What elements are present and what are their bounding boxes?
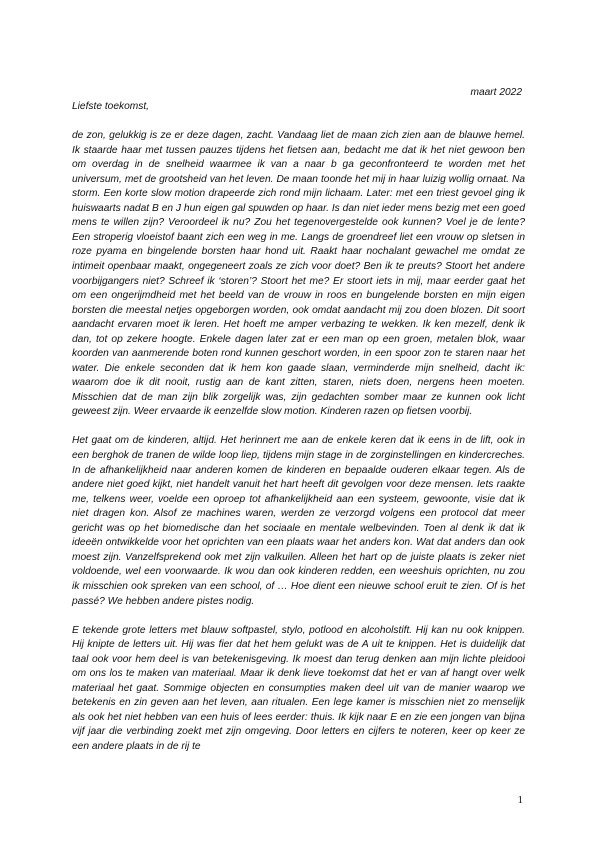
letter-salutation: Liefste toekomst, (72, 101, 150, 112)
paragraph-3: E tekende grote letters met blauw softpastel, stylo, potlood en alcoholstift. Hij kan nu ook knippen. Hij knipte de letters uit. Hij was fier dat het hem gelukt was de A uit te knippen. Het is duidelijk dat taal ook voor hem deel is van betekenisgeving. Ik moest dan terug denken aan mijn lichte pleidooi om ons los te maken van materiaal. Maar ik denk lieve toekomst dat het er van af hangt over welk materiaal het gaat. Sommige objecten en consumpties maken deel uit van de manier waarop we betekenis en zin geven aan het leven, aan ritualen. Een lege kamer is misschien niet zo menselijk als ook het niet hebben van een huis of lees eerder: thuis. Ik kijk naar E en zie een jongen van bijna vijf jaar die verbinding zoekt met zijn omgeving. Door letters en cijfers te noteren, keer op keer ze een andere plaats in de rij te (72, 624, 525, 752)
paragraph-2: Het gaat om de kinderen, altijd. Het herinnert me aan de enkele keren dat ik eens in de lift, ook in een berghok de tranen de wilde loop liep, tijdens mijn stage in de zorginstellingen en kindercreches. In de afhankelijkheid naar anderen komen de kinderen en bepaalde ouderen elkaar tegen. Als de andere niet goed kijkt, niet handelt vanuit het hart heeft dit gevolgen voor deze mensen. Iets raakte me, telkens weer, voelde een oproep tot afhankelijkheid aan een systeem, gewoonte, visie dat ik niet dragen kon. Alsof ze machines waren, werden ze verzorgd volgens een protocol dat meer gericht was op het biomedische dan het sociaale en mentale welbevinden. Toen al denk ik dat ik ideeën ontwikkelde voor het oprichten van een plaats waar het anders kon. Wat dat anders dan ook moest zijn. Vanzelfsprekend ook met zijn valkuilen. Alleen het hart op de juiste plaats is zeker niet voldoende, wel een voorwaarde. Ik wou dan ook kinderen redden, een weeshuis oprichten, nu zou ik misschien ook spreken van een school, of … Hoe dient een nieuwe school eruit te zien. Of is het passé? We hebben andere pistes nodig. (72, 435, 525, 607)
letter-body (72, 100, 525, 769)
letter-date: maart 2022 (470, 87, 522, 98)
paragraph-1: de zon, gelukkig is ze er deze dagen, zacht. Vandaag liet de maan zich zien aan de blauwe hemel. Ik staarde haar met tussen pauzes tijdens het fietsen aan, bedacht me dat ik het niet gewoon ben om overdag in de snelheid waarmee ik van a naar b ga geconfronteerd te worden met het universum, met de grootsheid van het leven. De maan toonde het mij in haar luizig wollig ornaat. Na storm. Een korte slow motion drapeerde zich rond mijn lichaam. Later: met een triest gevoel ging ik huiswaarts nadat B en J hun eigen gal spuwden op haar. Is dan niet ieder mens bezig met een goed mens te willen zijn? Veroordeel ik nu? Zou het tegenovergestelde ook kunnen? Voel je de lente? Een stroperig vloeistof baant zich een weg in me. Langs de groendreef liet een vrouw op sletsen in roze pyama en bingelende borsten haar hond uit. Raakt haar nochalant gewachel me omdat ze intimeit openbaar maakt, ongegeneert zoals ze zich voor doet? Ben ik te preuts? Stoort het andere voorbijgangers niet? Schreef ik ‘storen’? Stoort het me? Er stoort iets in mij, maar eerder gaat het om een ongerijmdheid met het beeld van de vrouw in roos en bungelende borsten en mijn eigen borsten die meestal netjes opgeborgen worden, ook omdat aandacht mij zou doen blozen. Dit soort aandacht ervaren moet ik leren. Het hoeft me amper verbazing te wekken. Ik ken mezelf, denk ik dan, tot op zekere hoogte. Enkele dagen later zat er een man op een groen, metalen blok, waar koorden van aanmerende boten rond kunnen geschort worden, in een spoor zon te staren naar het water. Die enkele seconden dat ik hem kon gaade slaan, verminderde mijn snelheid, dacht ik: waarom doe ik dit nooit, rustig aan de kant zitten, staren, niets doen, nergens heen moeten. Misschien dat de man zijn blik zorgelijk was, zijn gedachten somber maar ze kunnen ook licht geweest zijn. Weer ervaarde ik eenzelfde slow motion. Kinderen razen op fietsen voorbij. (72, 130, 525, 418)
page-number: 1 (517, 794, 523, 806)
